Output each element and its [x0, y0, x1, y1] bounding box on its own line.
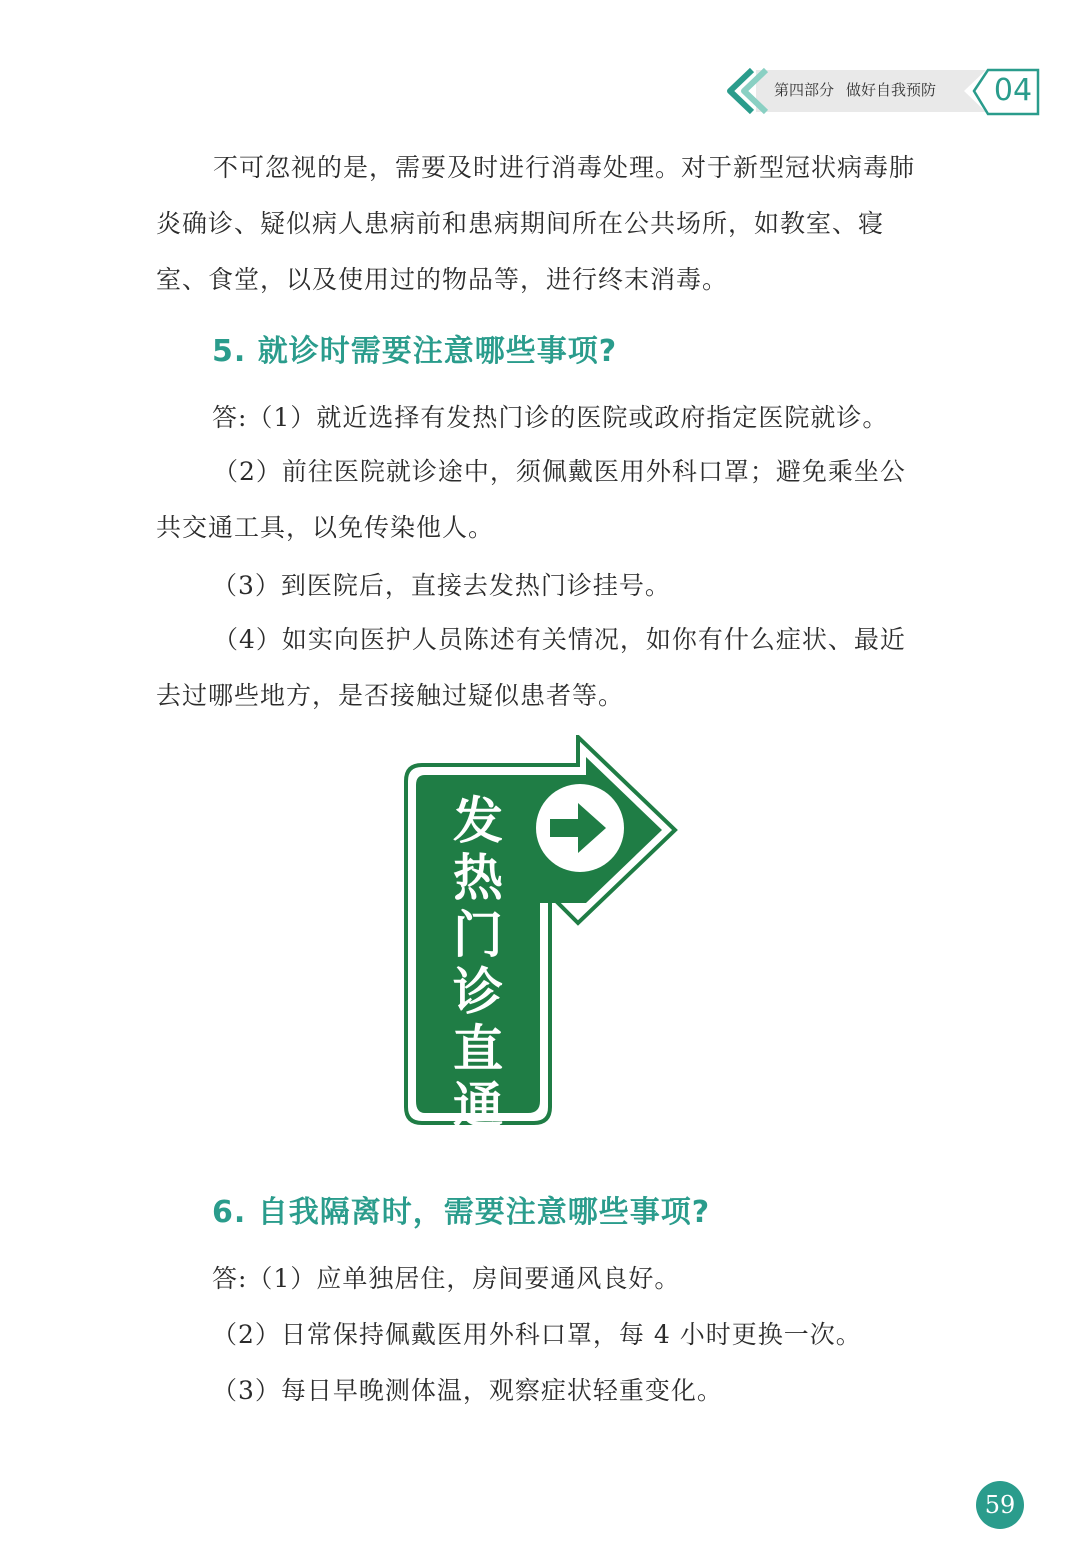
section-5-answer-1: 答:（1）就近选择有发热门诊的医院或政府指定医院就诊。 [212, 403, 889, 432]
fever-clinic-sign [400, 735, 680, 1135]
section-6-answer-3: （3）每日早晚测体温，观察症状轻重变化。 [212, 1376, 723, 1405]
section-5-answer-2: （2）前往医院就诊途中，须佩戴医用外科口罩；避免乘坐公共交通工具，以免传染他人。 [156, 457, 906, 542]
header-section-title: 做好自我预防 [846, 81, 937, 99]
section-5-answer-3: （3）到医院后，直接去发热门诊挂号。 [212, 571, 671, 600]
sign-char: 热 [453, 849, 503, 907]
section-6-answer-2: （2）日常保持佩戴医用外科口罩，每 4 小时更换一次。 [212, 1320, 862, 1349]
section-5-heading: 5. 就诊时需要注意哪些事项? [212, 334, 618, 369]
sign-char: 诊 [453, 963, 503, 1021]
sign-char: 直 [453, 1020, 503, 1078]
sign-char: 通 [453, 1077, 503, 1135]
section-6-heading: 6. 自我隔离时，需要注意哪些事项? [212, 1195, 711, 1230]
header-title [774, 79, 974, 100]
header-part-label: 第四部分 [774, 81, 835, 99]
sign-text [442, 793, 514, 1135]
chapter-header [716, 62, 1040, 120]
section-6-answer-1: 答:（1）应单独居住，房间要通风良好。 [212, 1264, 681, 1293]
page-number: 59 [976, 1481, 1024, 1529]
sign-char: 发 [453, 792, 503, 850]
intro-paragraph: 不可忽视的是，需要及时进行消毒处理。对于新型冠状病毒肺炎确诊、疑似病人患病前和患病期间所在公共场所，如教室、寝室、食堂，以及使用过的物品等，进行终末消毒。 [156, 153, 916, 294]
sign-char: 门 [453, 906, 503, 964]
section-5-answer-4: （4）如实向医护人员陈述有关情况，如你有什么症状、最近去过哪些地方，是否接触过疑似患者等。 [156, 625, 906, 710]
chapter-number: 04 [993, 73, 1033, 108]
